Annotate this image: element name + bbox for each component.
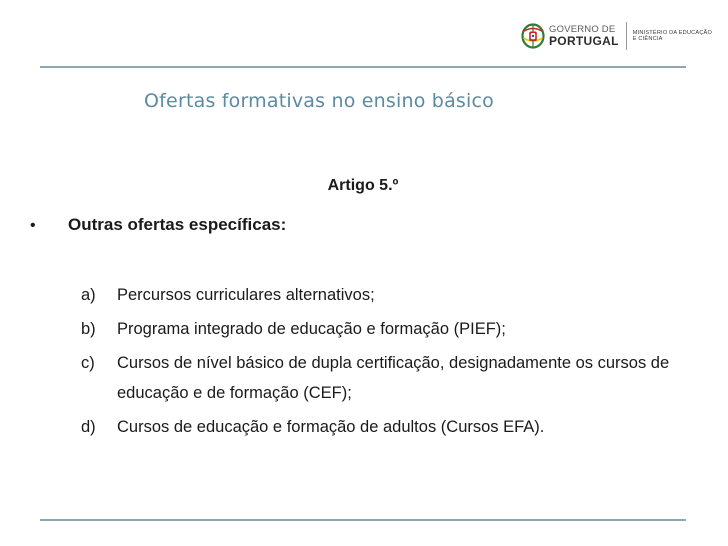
- ministry-name: [633, 30, 712, 43]
- slide-title-wrapper: [0, 90, 728, 112]
- bullet-marker: •: [30, 217, 36, 234]
- list-item: [81, 412, 691, 442]
- portugal-emblem-icon: [521, 22, 545, 50]
- government-name: [549, 25, 619, 48]
- section-label: Outras ofertas específicas:: [68, 215, 287, 234]
- article-heading: Artigo 5.º: [327, 177, 399, 194]
- government-logo: [521, 18, 712, 54]
- list-item-marker: a): [81, 286, 96, 304]
- logo-divider: [626, 22, 627, 50]
- section-heading: [30, 215, 286, 235]
- article-heading-wrapper: [0, 177, 728, 195]
- bottom-divider: [40, 519, 686, 521]
- list-item: [81, 314, 691, 344]
- government-name-line1: GOVERNO DE: [549, 23, 616, 35]
- list-item-marker: b): [81, 320, 96, 338]
- list-item-text: Cursos de nível básico de dupla certificação, designadamente os cursos de educação e de formação (CEF);: [117, 354, 670, 402]
- government-name-line2: PORTUGAL: [549, 34, 619, 49]
- offers-list: [81, 280, 691, 446]
- slide-title: Ofertas formativas no ensino básico: [144, 90, 494, 112]
- list-item-text: Percursos curriculares alternativos;: [117, 286, 375, 304]
- list-item-text: Cursos de educação e formação de adultos (Cursos EFA).: [117, 418, 545, 436]
- list-item-marker: c): [81, 354, 95, 372]
- list-item-text: Programa integrado de educação e formação (PIEF);: [117, 320, 506, 338]
- ministry-name-line2: E CIÊNCIA: [632, 36, 663, 42]
- list-item-marker: d): [81, 418, 96, 436]
- top-divider: [40, 66, 686, 68]
- ministry-name-line1: MINISTÉRIO DA EDUCAÇÃO: [632, 29, 713, 36]
- list-item: [81, 348, 691, 408]
- list-item: [81, 280, 691, 310]
